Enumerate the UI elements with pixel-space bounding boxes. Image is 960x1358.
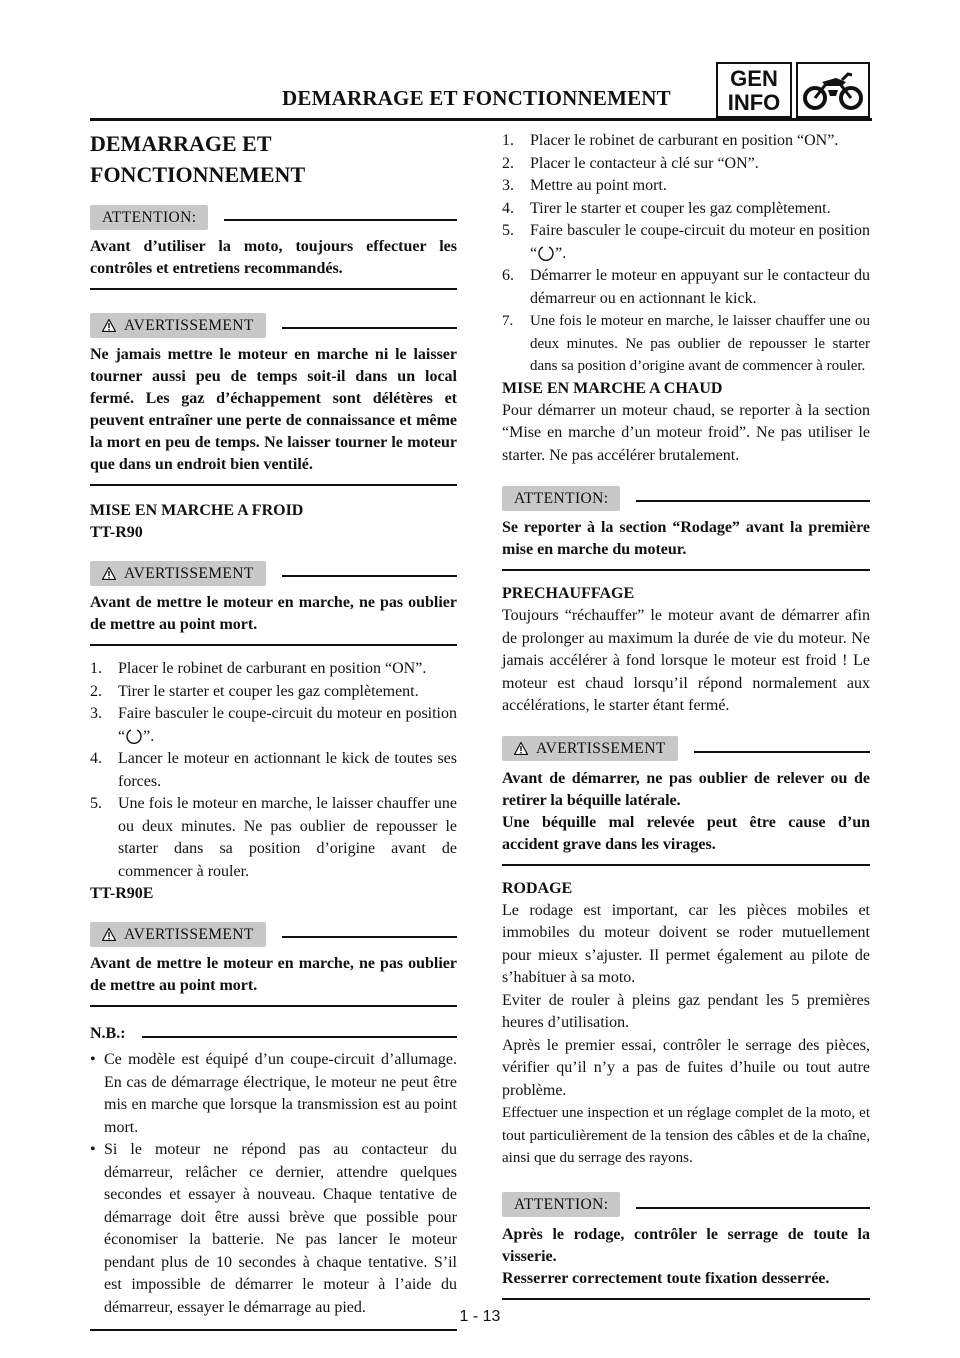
attention-text: Avant d’utiliser la moto, toujours effectuer les contrôles et entretiens recommandés. — [90, 238, 457, 277]
list-item: 5. Faire basculer le coupe-circuit du moteur en position “ ”. — [502, 222, 870, 262]
warning-triangle-icon — [102, 567, 116, 580]
right-column — [502, 130, 870, 1312]
header-rule — [90, 118, 872, 121]
preheat-title: PRECHAUFFAGE — [502, 585, 635, 602]
list-item: 1. Placer le robinet de carburant en position “ON”. — [90, 660, 427, 677]
gen-info-badge — [716, 62, 792, 118]
warning-text: Avant de mettre le moteur en marche, ne pas oublier de mettre au point mort. — [90, 594, 457, 633]
list-item: 2. Placer le contacteur à clé sur “ON”. — [502, 154, 759, 172]
engine-stop-icon — [538, 245, 554, 261]
warning-text: Ne jamais mettre le moteur en marche ni le laisser tourner aussi peu de temps soit-il dans un local fermé. Les gaz d’échappement sont délétères et peuvent entraîner une perte de connaissance et même la mort en peu de temps. Ne laisser tourner le moteur que dans un endroit bien ventilé. — [90, 346, 457, 473]
nb-header — [90, 1021, 457, 1047]
attention-notice — [502, 485, 870, 571]
warning-text: Avant de mettre le moteur en marche, ne pas oublier de mettre au point mort. — [90, 955, 457, 994]
attention-label: ATTENTION: — [502, 1192, 620, 1217]
preheat-text: Toujours “réchauffer” le moteur avant de démarrer afin de prolonger au maximum la durée de vie du moteur. Ne jamais accélérer à fond lorsque le moteur est froid ! Le moteur est chaud lorsqu’il répond normalement aux accélérations, le starter étant fermé. — [502, 607, 870, 714]
warning-notice — [90, 921, 457, 1007]
break-in-paragraph: Après le premier essai, contrôler le serrage des pièces, vérifier qu’il n’y a pas de fuites d’huile ou tout autre problème. — [502, 1036, 870, 1099]
list-item: • Si le moteur ne répond pas au contacteur du démarreur, relâcher ce dernier, attendre quelques secondes et essayer à nouveau. Chaque tentative de démarrage doit être aussi brève que possible pour économiser la batterie. Ne pas lancer le moteur pendant plus de 10 secondes à chaque tentative. S’il est impossible de démarrer le moteur à l’aide du démarreur, essayer le démarrage au pied. — [90, 1139, 457, 1319]
warning-notice — [90, 560, 457, 646]
list-item: 7. Une fois le moteur en marche, le laisser chauffer une ou deux minutes. Ne pas oublier de repousser le starter dans sa position d’origine avant de commencer à rouler. — [502, 313, 870, 374]
list-item: 4. Tirer le starter et couper les gaz complètement. — [502, 199, 831, 217]
nb-list — [90, 1049, 457, 1319]
list-item: 3. Faire basculer le coupe-circuit du moteur en position “ ”. — [90, 705, 457, 745]
warning-triangle-icon — [102, 928, 116, 941]
warning-label: AVERTISSEMENT — [124, 564, 254, 582]
warning-notice — [502, 736, 870, 866]
cold-start-title: MISE EN MARCHE A FROID — [90, 502, 304, 519]
warm-start-text: Pour démarrer un moteur chaud, se reporter à la section “Mise en marche d’un moteur froid”. Ne pas utiliser le starter. Ne pas accélérer brutalement. — [502, 401, 870, 464]
warning-label: AVERTISSEMENT — [536, 740, 666, 757]
break-in-title: RODAGE — [502, 879, 573, 897]
list-item: 6. Démarrer le moteur en appuyant sur le contacteur du démarreur ou en actionnant le kick. — [502, 267, 870, 307]
break-in-paragraph: Le rodage est important, car les pièces mobiles et immobiles du moteur doivent se roder mutuellement pour mieux s’ajuster. Il permet également au pilote de s’habituer à sa moto. — [502, 901, 870, 986]
attention-text: Se reporter à la section “Rodage” avant la première mise en marche du moteur. — [502, 519, 870, 558]
warning-triangle-icon — [514, 742, 528, 755]
attention-text: Resserrer correctement toute fixation desserrée. — [502, 1269, 830, 1287]
warning-triangle-icon — [102, 319, 116, 332]
nb-label: N.B.: — [90, 1025, 126, 1042]
engine-stop-icon — [126, 728, 142, 744]
electric-start-steps — [502, 130, 870, 310]
nb-end-rule — [90, 1329, 457, 1331]
section-title: DEMARRAGE ET FONCTIONNEMENT — [90, 131, 306, 187]
warning-text: Une béquille mal relevée peut être cause d’un accident grave dans les virages. — [502, 813, 870, 853]
warm-start-title: MISE EN MARCHE A CHAUD — [502, 379, 723, 397]
list-item: • Ce modèle est équipé d’un coupe-circuit d’allumage. En cas de démarrage électrique, le moteur ne peut être mis en marche que lorsque la transmission est au point mort. — [90, 1049, 457, 1139]
info-label: INFO — [727, 90, 781, 115]
attention-notice — [502, 1192, 870, 1300]
model-ttr90e: TT-R90E — [90, 885, 154, 902]
warning-label: AVERTISSEMENT — [124, 925, 254, 943]
electric-start-step-7 — [502, 310, 870, 378]
motorcycle-badge — [796, 62, 870, 118]
model-ttr90: TT-R90 — [90, 524, 143, 541]
page-number: 1 - 13 — [459, 1308, 501, 1325]
running-header-title: DEMARRAGE ET FONCTIONNEMENT — [282, 86, 671, 110]
attention-label: ATTENTION: — [502, 486, 620, 511]
attention-text: Après le rodage, contrôler le serrage de toute la visserie. — [502, 1225, 870, 1265]
break-in-paragraph: Eviter de rouler à pleins gaz pendant les 5 premières heures d’utilisation. — [502, 991, 870, 1031]
list-item: 2. Tirer le starter et couper les gaz complètement. — [90, 682, 419, 700]
motorcycle-icon — [802, 70, 864, 112]
list-item: 4. Lancer le moteur en actionnant le kick de toutes ses forces. — [90, 750, 457, 790]
warning-text: Avant de démarrer, ne pas oublier de relever ou de retirer la béquille latérale. — [502, 769, 870, 809]
gen-label: GEN — [730, 66, 778, 91]
attention-notice — [90, 204, 457, 290]
list-item: 3. Mettre au point mort. — [502, 177, 667, 194]
break-in-paragraph: Effectuer une inspection et un réglage complet de la moto, et tout particulièrement de la tension des câbles et de la chaîne, ainsi que du serrage des rayons. — [502, 1105, 870, 1166]
left-column — [90, 128, 457, 1331]
list-item: 1. Placer le robinet de carburant en position “ON”. — [502, 132, 839, 149]
attention-label: ATTENTION: — [90, 205, 208, 230]
warning-notice — [90, 312, 457, 486]
warning-label: AVERTISSEMENT — [124, 316, 254, 334]
list-item: 5. Une fois le moteur en marche, le laisser chauffer une ou deux minutes. Ne pas oublier de repousser le starter dans sa position d’origine avant de commencer à rouler. — [90, 795, 457, 880]
cold-start-steps — [90, 658, 457, 883]
